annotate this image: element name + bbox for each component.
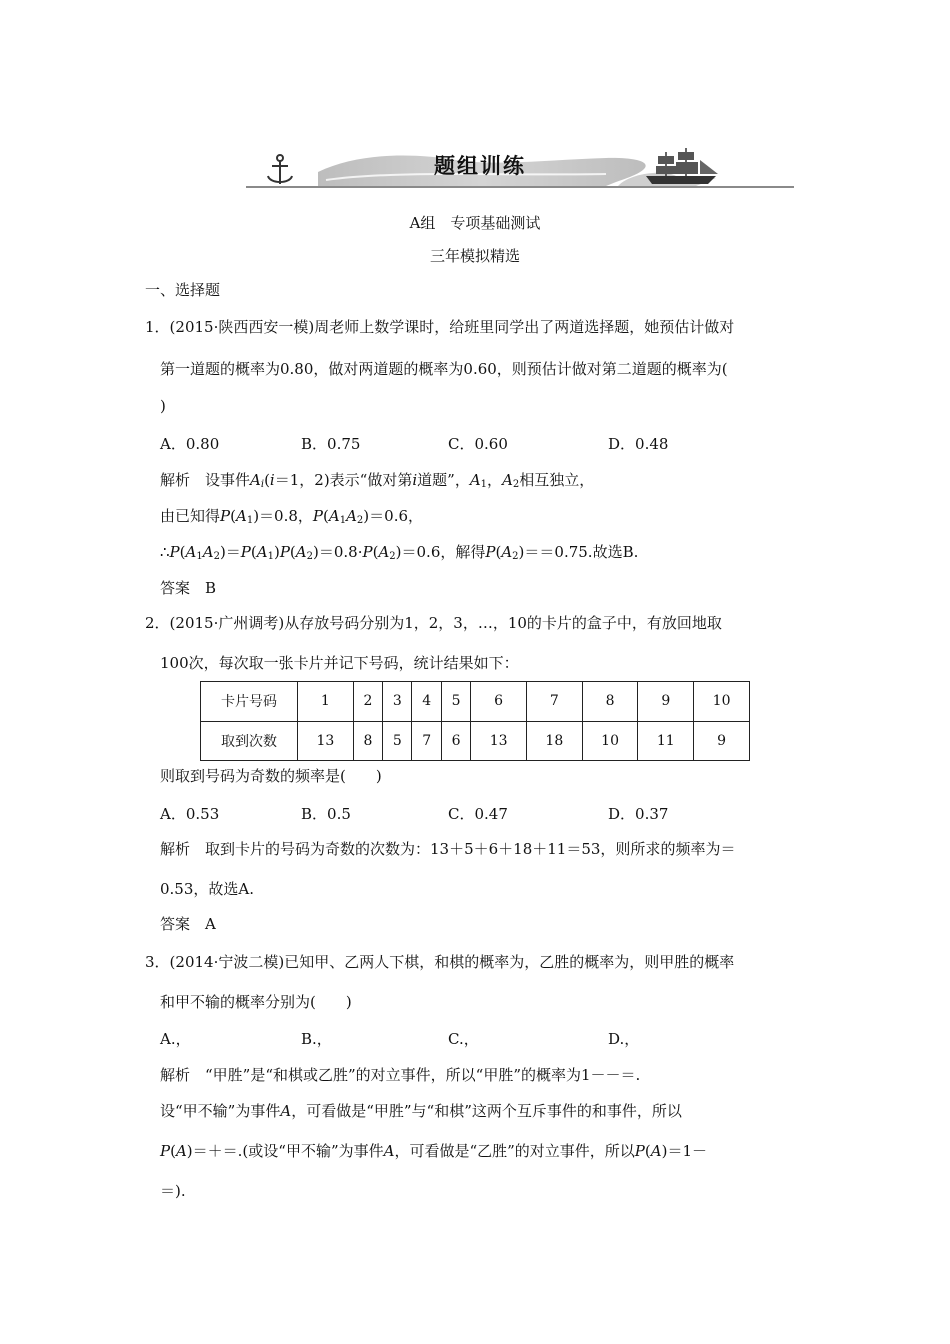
table-cell: 3 bbox=[383, 682, 412, 722]
q1-analysis-line3: ∴P(A1A2)＝P(A1)P(A2)＝0.8·P(A2)＝0.6，解得P(A2)＝＝0.75.故选B. bbox=[160, 543, 639, 562]
table-cell: 8 bbox=[582, 682, 638, 722]
group-heading: A组 专项基础测试 bbox=[409, 214, 541, 232]
table-cell: 6 bbox=[471, 682, 527, 722]
table-cell: 1 bbox=[298, 682, 354, 722]
table-cell: 13 bbox=[298, 721, 354, 761]
q3-option-a: A.， bbox=[160, 1030, 191, 1048]
q1-option-c: C．0.60 bbox=[448, 435, 508, 453]
table-cell: 7 bbox=[526, 682, 582, 722]
q1-analysis-line2: 由已知得P(A1)＝0.8，P(A1A2)＝0.6， bbox=[160, 507, 424, 526]
q1-analysis-line1: 解析 设事件Ai(i＝1，2)表示“做对第i道题”，A1，A2相互独立， bbox=[160, 471, 595, 490]
q2-question: 则取到号码为奇数的频率是( ) bbox=[160, 767, 382, 785]
q2-option-b: B．0.5 bbox=[301, 805, 351, 823]
q3-analysis-line1: 解析 “甲胜”是“和棋或乙胜”的对立事件，所以“甲胜”的概率为1－－＝. bbox=[160, 1066, 641, 1084]
table-cell: 9 bbox=[694, 721, 750, 761]
sailing-ship-icon bbox=[646, 148, 718, 184]
table-cell: 5 bbox=[383, 721, 412, 761]
q1-stem-line3: ) bbox=[160, 397, 166, 415]
table-row-card-number bbox=[201, 682, 750, 722]
table-cell: 8 bbox=[353, 721, 382, 761]
table-cell: 4 bbox=[412, 682, 441, 722]
q1-option-b: B．0.75 bbox=[301, 435, 361, 453]
q3-option-c: C.， bbox=[448, 1030, 479, 1048]
table-cell: 取到次数 bbox=[201, 721, 298, 761]
q2-stem-line2: 100次，每次取一张卡片并记下号码，统计结果如下： bbox=[160, 654, 519, 672]
banner-title: 题组训练 bbox=[434, 154, 526, 178]
anchor-icon bbox=[268, 155, 292, 184]
table-cell: 10 bbox=[582, 721, 638, 761]
q3-option-b: B.， bbox=[301, 1030, 332, 1048]
table-cell: 卡片号码 bbox=[201, 682, 298, 722]
table-cell: 7 bbox=[412, 721, 441, 761]
q3-option-d: D.， bbox=[608, 1030, 640, 1048]
card-count-table bbox=[200, 681, 750, 761]
table-cell: 13 bbox=[471, 721, 527, 761]
q1-answer: 答案 B bbox=[160, 579, 217, 597]
section-heading: 一、选择题 bbox=[145, 281, 221, 299]
q1-stem-line1: 1．(2015·陕西西安一模)周老师上数学课时，给班里同学出了两道选择题，她预估计做对 bbox=[145, 318, 735, 336]
q2-option-d: D．0.37 bbox=[608, 805, 669, 823]
table-cell: 5 bbox=[441, 682, 470, 722]
q3-stem-line1: 3．(2014·宁波二模)已知甲、乙两人下棋，和棋的概率为，乙胜的概率为，则甲胜的概率 bbox=[145, 953, 735, 971]
table-cell: 11 bbox=[638, 721, 694, 761]
table-cell: 9 bbox=[638, 682, 694, 722]
q3-analysis-line3: P(A)＝＋＝.(或设“甲不输”为事件A，可看做是“乙胜”的对立事件，所以P(A)＝1－ bbox=[160, 1142, 707, 1160]
q1-stem-line2: 第一道题的概率为0.80，做对两道题的概率为0.60，则预估计做对第二道题的概率为( bbox=[160, 360, 728, 378]
q2-stem-line1: 2．(2015·广州调考)从存放号码分别为1，2，3，…，10的卡片的盒子中，有放回地取 bbox=[145, 614, 722, 632]
table-cell: 2 bbox=[353, 682, 382, 722]
q2-analysis-line1: 解析 取到卡片的号码为奇数的次数为：13＋5＋6＋18＋11＝53，则所求的频率为＝ bbox=[160, 840, 736, 858]
q3-stem-line2: 和甲不输的概率分别为( ) bbox=[160, 993, 352, 1011]
page-subtitle: 三年模拟精选 bbox=[429, 247, 520, 265]
q2-option-c: C．0.47 bbox=[448, 805, 508, 823]
q2-answer: 答案 A bbox=[160, 915, 216, 933]
q2-option-a: A．0.53 bbox=[160, 805, 220, 823]
q2-analysis-line2: 0.53，故选A. bbox=[160, 880, 254, 898]
q3-analysis-line2: 设“甲不输”为事件A，可看做是“甲胜”与“和棋”这两个互斥事件的和事件，所以 bbox=[160, 1102, 682, 1120]
table-cell: 10 bbox=[694, 682, 750, 722]
q3-analysis-line4: ＝). bbox=[160, 1182, 186, 1200]
table-cell: 6 bbox=[441, 721, 470, 761]
table-row-draw-count bbox=[201, 721, 750, 761]
q1-option-d: D．0.48 bbox=[608, 435, 669, 453]
q1-option-a: A．0.80 bbox=[160, 435, 220, 453]
table-cell: 18 bbox=[526, 721, 582, 761]
